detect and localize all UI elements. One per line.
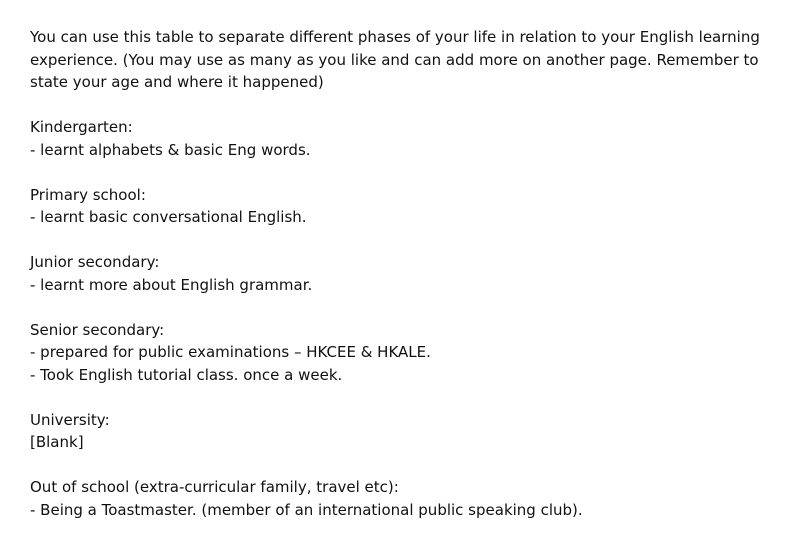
section-senior-secondary xyxy=(30,319,770,387)
section-item: - prepared for public examinations – HKCEE & HKALE. xyxy=(30,343,431,361)
section-heading: Senior secondary: xyxy=(30,320,165,339)
document-body xyxy=(30,26,770,521)
section-primary-school xyxy=(30,184,770,229)
section-item: - learnt alphabets & basic Eng words. xyxy=(30,140,311,159)
section-heading: Out of school (extra-curricular family, travel etc): xyxy=(30,478,399,496)
section-item: - learnt more about English grammar. xyxy=(30,275,313,294)
intro-paragraph: You can use this table to separate different phases of your life in relation to your English learning experience. (You may use as many as you like and can add more on another page. Remember to state your age and where it happened) xyxy=(30,28,760,91)
section-item: - learnt basic conversational English. xyxy=(30,208,307,226)
section-university xyxy=(30,409,770,454)
section-out-of-school xyxy=(30,476,770,521)
section-junior-secondary xyxy=(30,251,770,296)
section-heading: University: xyxy=(30,410,110,429)
section-heading: Primary school: xyxy=(30,185,146,204)
section-heading: Kindergarten: xyxy=(30,118,133,136)
section-kindergarten xyxy=(30,116,770,161)
section-heading: Junior secondary: xyxy=(30,253,160,271)
section-item: - Took English tutorial class. once a week. xyxy=(30,365,343,384)
section-item: - Being a Toastmaster. (member of an international public speaking club). xyxy=(30,500,583,519)
section-item: [Blank] xyxy=(30,433,84,451)
